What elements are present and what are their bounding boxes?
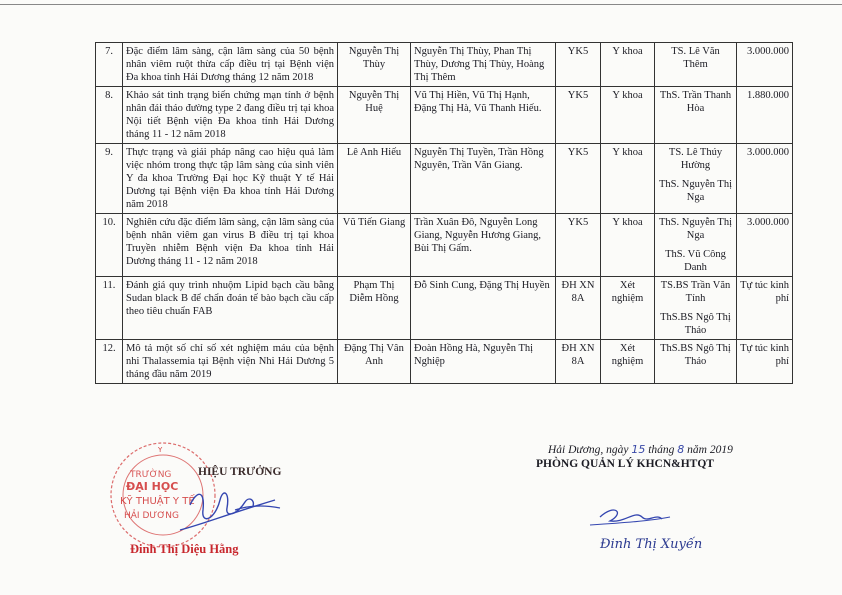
row-number: 12.: [102, 343, 116, 354]
row-number-cell: [96, 277, 123, 340]
team-members-cell: [411, 144, 556, 214]
row-number-cell: [96, 87, 123, 144]
budget: 3.000.000: [747, 217, 789, 228]
major-cell: [601, 43, 655, 87]
topic-title-cell: [123, 144, 338, 214]
table-row: [96, 87, 793, 144]
major: Xét nghiệm: [611, 280, 644, 304]
advisor-cell: [655, 277, 737, 340]
topic-title-cell: [123, 340, 338, 384]
table-row: [96, 340, 793, 384]
team-members: Nguyễn Thị Thùy, Phan Thị Thùy, Dương Thị Thùy, Hoàng Thị Thêm: [414, 46, 545, 83]
budget: 3.000.000: [747, 147, 789, 158]
class-code-cell: [556, 43, 601, 87]
topic-title: Đặc điểm lâm sàng, cận lâm sàng của 50 bệnh nhân viêm ruột thừa cấp điều trị tại Bệnh viện Đa khoa tỉnh Hải Dương tháng 12 năm 2018: [126, 46, 334, 83]
date-year: năm 2019: [687, 444, 733, 456]
svg-text:KỸ THUẬT Y TẾ: KỸ THUẬT Y TẾ: [120, 496, 195, 507]
team-members: Đoàn Hồng Hà, Nguyễn Thị Nghiệp: [414, 343, 534, 367]
research-topics-table: [95, 42, 793, 384]
table-row: [96, 144, 793, 214]
team-members-cell: [411, 43, 556, 87]
budget: Tự túc kinh phí: [740, 343, 789, 367]
svg-text:Y: Y: [158, 446, 163, 454]
principal-signature: [175, 470, 285, 540]
budget: 1.880.000: [747, 90, 789, 101]
row-number: 8.: [105, 90, 113, 101]
row-number: 10.: [102, 217, 116, 228]
office-signature: [580, 495, 760, 565]
budget: 3.000.000: [747, 46, 789, 57]
advisor-cell: [655, 340, 737, 384]
class-code-cell: [556, 144, 601, 214]
major: Y khoa: [612, 217, 643, 228]
advisor: ThS. Nguyễn Thị Nga: [658, 217, 732, 241]
lead-student-cell: [338, 277, 411, 340]
date-month-word: tháng: [648, 444, 675, 456]
advisor: ThS.BS Ngô Thị Thảo: [660, 343, 731, 367]
table-row: [96, 214, 793, 277]
svg-text:TRƯỜNG: TRƯỜNG: [130, 470, 172, 480]
advisor-cell: [655, 144, 737, 214]
budget-cell: [737, 144, 793, 214]
topic-title-cell: [123, 43, 338, 87]
svg-text:ĐẠI HỌC: ĐẠI HỌC: [126, 480, 179, 493]
class-code-cell: [556, 214, 601, 277]
budget-cell: [737, 214, 793, 277]
lead-student: Phạm Thị Diễm Hồng: [349, 280, 399, 304]
date-prefix: Hải Dương, ngày: [548, 444, 629, 456]
budget: Tự túc kinh phí: [740, 280, 789, 304]
class-code-cell: [556, 340, 601, 384]
lead-student-cell: [338, 87, 411, 144]
table-row: [96, 277, 793, 340]
class-code: YK5: [567, 147, 589, 158]
class-code: YK5: [567, 217, 589, 228]
lead-student-cell: [338, 340, 411, 384]
team-members-cell: [411, 214, 556, 277]
page-top-rule: [0, 4, 842, 5]
team-members-cell: [411, 87, 556, 144]
date-day: 15: [631, 443, 646, 456]
advisor-cell: [655, 43, 737, 87]
team-members-cell: [411, 277, 556, 340]
topic-title: Khảo sát tình trạng biến chứng mạn tính ở bệnh nhân đái tháo đường type 2 đang điều trị tại khoa Nội tiết Bệnh viện Đa khoa tỉnh Hải Dương tháng 11 - 12 năm 2018: [126, 90, 334, 140]
office-title: PHÒNG QUẢN LÝ KHCN&HTQT: [536, 458, 714, 470]
svg-text:HẢI DƯƠNG: HẢI DƯƠNG: [124, 511, 180, 521]
major: Y khoa: [612, 147, 643, 158]
lead-student-cell: [338, 214, 411, 277]
team-members: Đỗ Sinh Cung, Đặng Thị Huyền: [414, 280, 550, 291]
topic-title: Mô tả một số chỉ số xét nghiệm máu của bệnh nhi Thalassemia tại Bệnh viện Nhi Hải Dương 5 tháng đầu năm 2019: [126, 343, 334, 380]
major-cell: [601, 277, 655, 340]
principal-name: Đinh Thị Diệu Hằng: [130, 542, 239, 556]
topic-title: Đánh giá quy trình nhuộm Lipid bạch cầu bằng Sudan black B để chẩn đoán tế bào bạch cầu cấp theo tiêu chuẩn FAB: [126, 280, 334, 317]
row-number: 9.: [105, 147, 113, 158]
major-cell: [601, 87, 655, 144]
row-number: 7.: [105, 46, 113, 57]
team-members: Nguyễn Thị Tuyền, Trần Hồng Nguyên, Trần Văn Giang.: [414, 147, 544, 171]
advisor: TS.BS Trần Văn Tính: [660, 280, 731, 304]
lead-student-cell: [338, 144, 411, 214]
lead-student: Nguyễn Thị Huệ: [348, 90, 400, 114]
class-code-cell: [556, 277, 601, 340]
major: Y khoa: [612, 90, 643, 101]
office-signer-name: Đinh Thị Xuyến: [600, 537, 703, 552]
budget-cell: [737, 277, 793, 340]
topic-title-cell: [123, 277, 338, 340]
major: Y khoa: [612, 46, 643, 57]
co-advisor: ThS.BS Ngô Thị Thảo: [660, 312, 731, 336]
major-cell: [601, 214, 655, 277]
lead-student: Nguyễn Thị Thùy: [348, 46, 400, 70]
budget-cell: [737, 340, 793, 384]
principal-title: HIỆU TRƯỞNG: [198, 466, 282, 478]
topic-title-cell: [123, 214, 338, 277]
major-cell: [601, 340, 655, 384]
advisor: TS. Lê Văn Thêm: [671, 46, 720, 70]
advisor-cell: [655, 214, 737, 277]
topic-title-cell: [123, 87, 338, 144]
major-cell: [601, 144, 655, 214]
budget-cell: [737, 87, 793, 144]
row-number: 11.: [102, 280, 116, 291]
class-code: YK5: [567, 90, 589, 101]
lead-student: Lê Anh Hiếu: [346, 147, 402, 158]
row-number-cell: [96, 340, 123, 384]
table-row: [96, 43, 793, 87]
date-month: 8: [677, 443, 685, 456]
topic-title: Thực trạng và giải pháp nâng cao hiệu quả làm việc nhóm trong thực tập lâm sàng của sinh viên Y đa khoa Trường Đại học Kỹ thuật Y tế Hải Dương tại Bệnh viện Đa khoa tỉnh Hải Dương năm 2018: [126, 147, 334, 210]
advisor-cell: [655, 87, 737, 144]
co-advisor: ThS. Nguyễn Thị Nga: [658, 179, 732, 203]
row-number-cell: [96, 43, 123, 87]
budget-cell: [737, 43, 793, 87]
topic-title: Nghiên cứu đặc điểm lâm sàng, cận lâm sàng của bệnh nhân viêm gan virus B điều trị tại khoa Truyền nhiễm Bệnh viện Đa khoa tỉnh Hải Dương tháng 11 - 12 năm 2018: [126, 217, 334, 267]
team-members: Vũ Thị Hiền, Vũ Thị Hạnh, Đặng Thị Hà, Vũ Thanh Hiếu.: [414, 90, 542, 114]
lead-student: Vũ Tiến Giang: [342, 217, 406, 228]
co-advisor: ThS. Vũ Công Danh: [665, 249, 726, 273]
class-code: YK5: [567, 46, 589, 57]
advisor: ThS. Trần Thanh Hòa: [659, 90, 732, 114]
team-members: Trần Xuân Đô, Nguyễn Long Giang, Nguyễn Hương Giang, Bùi Thị Gấm.: [414, 217, 542, 254]
lead-student: Đặng Thị Vân Anh: [344, 343, 404, 367]
class-code-cell: [556, 87, 601, 144]
team-members-cell: [411, 340, 556, 384]
major: Xét nghiệm: [611, 343, 644, 367]
class-code: ĐH XN 8A: [561, 280, 595, 304]
row-number-cell: [96, 144, 123, 214]
row-number-cell: [96, 214, 123, 277]
lead-student-cell: [338, 43, 411, 87]
date-line: [548, 443, 733, 456]
advisor: TS. Lê Thúy Hường: [668, 147, 723, 171]
class-code: ĐH XN 8A: [561, 343, 595, 367]
